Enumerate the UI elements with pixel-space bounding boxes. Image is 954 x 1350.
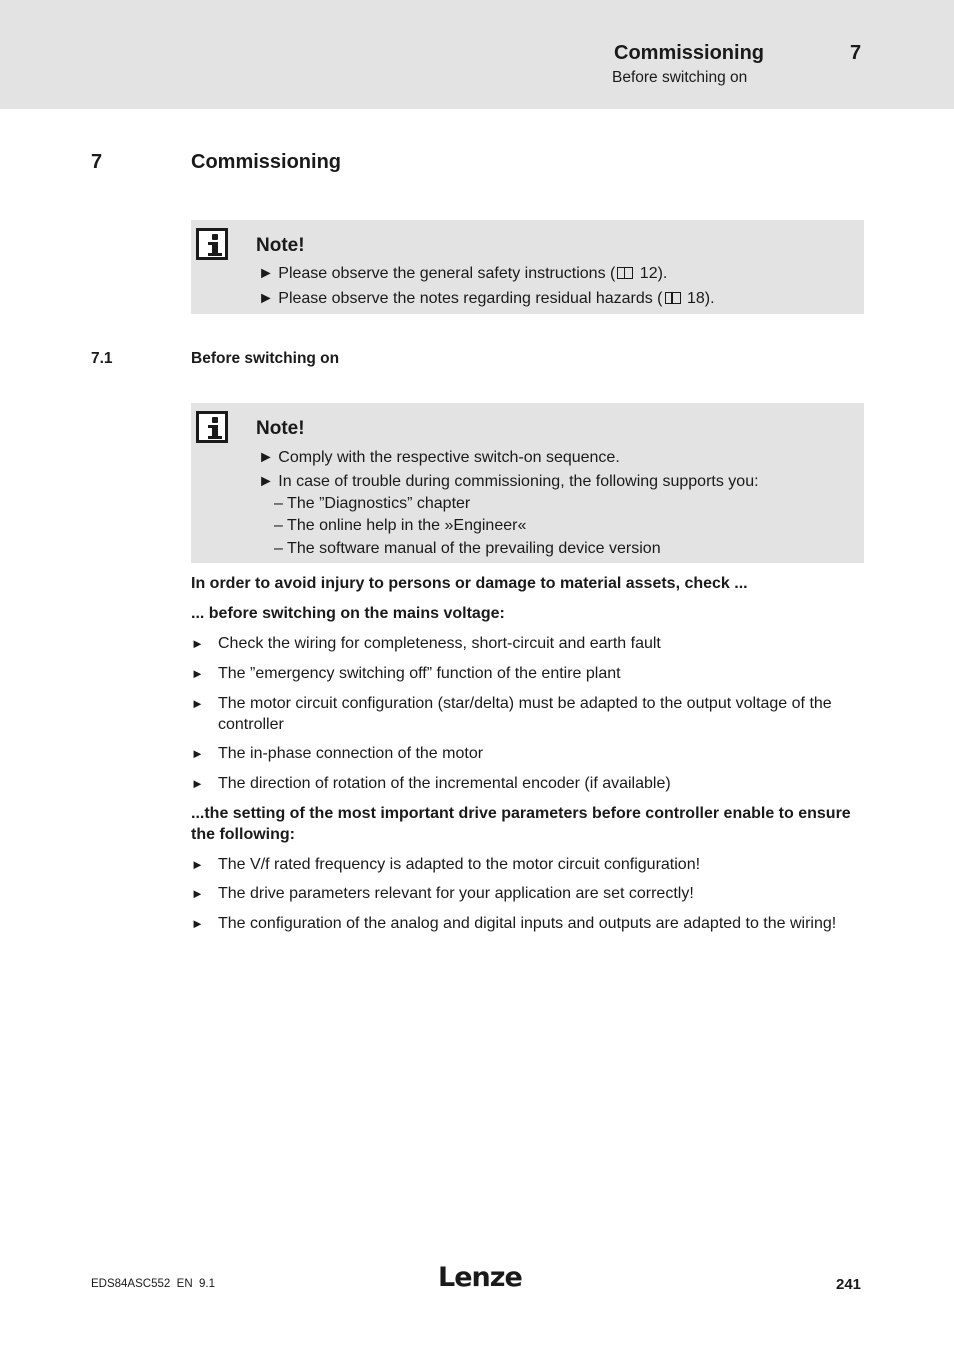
- section-title: Before switching on: [191, 350, 340, 367]
- note-subitem: – The software manual of the prevailing device version: [274, 540, 661, 557]
- section-number: 7.1: [91, 350, 113, 367]
- note-item: ► Please observe the notes regarding residual hazards ( 18).: [258, 290, 715, 307]
- lenze-logo: Lenze: [438, 1262, 522, 1293]
- note-item: ► In case of trouble during commissioning, the following supports you:: [258, 473, 759, 490]
- header-chapter-number: 7: [850, 42, 862, 64]
- note-heading: Note!: [256, 235, 305, 256]
- chapter-title: Commissioning: [191, 151, 342, 173]
- bullet-arrow-icon: ►: [191, 776, 204, 791]
- params-heading: ...the setting of the most important drive parameters before controller enable to ensure the following:: [191, 805, 851, 843]
- book-reference-icon: [665, 292, 681, 304]
- header-title: Commissioning: [614, 42, 765, 64]
- footer-doc-id: EDS84ASC552 EN 9.1: [91, 1278, 216, 1290]
- note-box-switch-on: [191, 403, 864, 563]
- intro-text: In order to avoid injury to persons or damage to material assets, check ...: [191, 575, 748, 592]
- note-heading: Note!: [256, 418, 305, 439]
- bullet-arrow-icon: ►: [191, 857, 204, 872]
- bullet-arrow-icon: ►: [191, 916, 204, 931]
- bullet-arrow-icon: ►: [191, 666, 204, 681]
- note-subitem: – The online help in the »Engineer«: [274, 517, 527, 534]
- info-icon: [196, 228, 228, 260]
- header-subtitle: Before switching on: [612, 69, 748, 86]
- bullet-arrow-icon: ►: [191, 636, 204, 651]
- bullet-arrow-icon: ►: [191, 696, 204, 711]
- note-item: ► Comply with the respective switch-on sequence.: [258, 449, 620, 466]
- info-icon: [196, 411, 228, 443]
- chapter-number: 7: [91, 151, 103, 173]
- note-subitem: – The ”Diagnostics” chapter: [274, 495, 471, 512]
- header-band: [0, 0, 954, 109]
- note-box-safety: [191, 220, 864, 314]
- mains-heading: ... before switching on the mains voltage:: [191, 605, 505, 622]
- note-item: ► Please observe the general safety instructions ( 12).: [258, 265, 668, 282]
- bullet-arrow-icon: ►: [191, 746, 204, 761]
- bullet-arrow-icon: ►: [191, 886, 204, 901]
- book-reference-icon: [617, 267, 633, 279]
- page-number: 241: [836, 1276, 862, 1293]
